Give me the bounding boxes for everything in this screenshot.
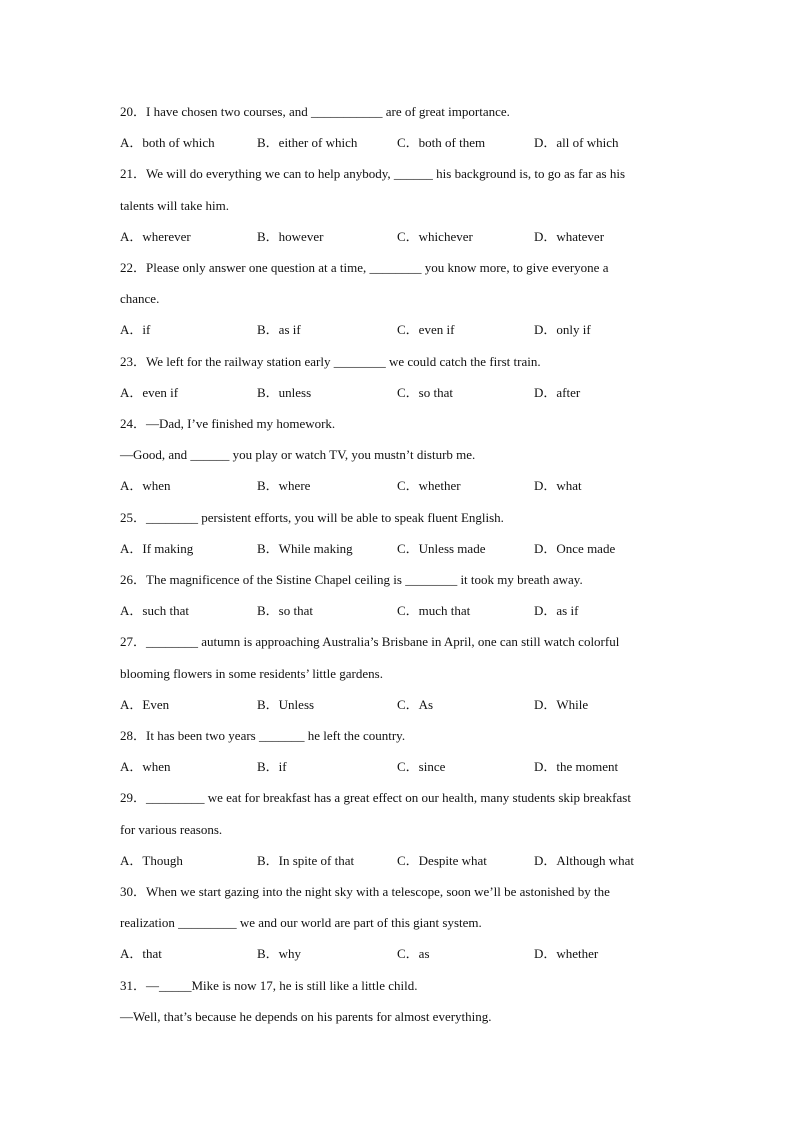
option-b[interactable]: B．Unless [257,697,315,712]
option-d[interactable]: D．While [534,697,589,712]
option-b[interactable]: B．either of which [257,135,358,150]
answer-options [120,759,680,775]
answer-options [120,385,680,401]
question-stem-line: —Good, and ______ you play or watch TV, you mustn’t disturb me. [120,447,476,462]
option-b[interactable]: B．unless [257,385,312,400]
option-d[interactable]: D．what [534,478,582,493]
option-b[interactable]: B．While making [257,541,353,556]
option-c[interactable]: C．Despite what [397,853,487,868]
option-a[interactable]: A．when [120,478,171,493]
option-d[interactable]: D．the moment [534,759,619,774]
option-b[interactable]: B．why [257,946,302,961]
answer-options [120,135,680,151]
answer-options [120,541,680,557]
option-d[interactable]: D．whatever [534,229,605,244]
option-c[interactable]: C．whichever [397,229,473,244]
question-stem-line: 31．—_____Mike is now 17, he is still like a little child. [120,978,418,993]
option-d[interactable]: D．all of which [534,135,619,150]
option-c[interactable]: C．even if [397,322,455,337]
question-stem-line: for various reasons. [120,822,223,837]
question-stem-line: 25．________ persistent efforts, you will be able to speak fluent English. [120,510,504,525]
answer-options [120,946,680,962]
answer-options [120,853,680,869]
option-a[interactable]: A．Though [120,853,183,868]
question-stem-line: 23．We left for the railway station early ________ we could catch the first train. [120,354,541,369]
option-b[interactable]: B．if [257,759,287,774]
question-stem-line: 22．Please only answer one question at a time, ________ you know more, to give everyone a [120,260,609,275]
question-stem-line: realization _________ we and our world are part of this giant system. [120,915,482,930]
option-d[interactable]: D．only if [534,322,591,337]
option-c[interactable]: C．both of them [397,135,486,150]
option-a[interactable]: A．even if [120,385,179,400]
question-stem-line: chance. [120,291,160,306]
option-a[interactable]: A．when [120,759,171,774]
question-stem-line: 24．—Dad, I’ve finished my homework. [120,416,336,431]
option-a[interactable]: A．that [120,946,162,961]
question-stem-line: 30．When we start gazing into the night sky with a telescope, soon we’ll be astonished by the [120,884,610,899]
option-b[interactable]: B．as if [257,322,301,337]
question-stem-line: blooming flowers in some residents’ little gardens. [120,666,383,681]
question-stem-line: —Well, that’s because he depends on his parents for almost everything. [120,1009,492,1024]
question-stem-line: talents will take him. [120,198,230,213]
answer-options [120,478,680,494]
option-c[interactable]: C．so that [397,385,453,400]
answer-options [120,697,680,713]
option-d[interactable]: D．as if [534,603,579,618]
option-b[interactable]: B．In spite of that [257,853,355,868]
question-stem-line: 27．________ autumn is approaching Australia’s Brisbane in April, one can still watch colorful [120,634,620,649]
question-stem-line: 29．_________ we eat for breakfast has a great effect on our health, many students skip breakfast [120,790,631,805]
option-b[interactable]: B．so that [257,603,313,618]
option-a[interactable]: A．both of which [120,135,215,150]
option-a[interactable]: A．wherever [120,229,191,244]
answer-options [120,229,680,245]
option-d[interactable]: D．Once made [534,541,616,556]
option-c[interactable]: C．whether [397,478,461,493]
question-stem-line: 20．I have chosen two courses, and ___________ are of great importance. [120,104,510,119]
option-c[interactable]: C．As [397,697,434,712]
option-a[interactable]: A．If making [120,541,194,556]
option-b[interactable]: B．however [257,229,324,244]
option-d[interactable]: D．after [534,385,581,400]
option-a[interactable]: A．if [120,322,151,337]
option-d[interactable]: D．Although what [534,853,635,868]
option-b[interactable]: B．where [257,478,311,493]
option-c[interactable]: C．as [397,946,430,961]
question-stem-line: 28．It has been two years _______ he left the country. [120,728,406,743]
option-c[interactable]: C．Unless made [397,541,486,556]
option-a[interactable]: A．such that [120,603,189,618]
answer-options [120,322,680,338]
answer-options [120,603,680,619]
option-d[interactable]: D．whether [534,946,599,961]
question-stem-line: 26．The magnificence of the Sistine Chapel ceiling is ________ it took my breath away. [120,572,583,587]
option-c[interactable]: C．since [397,759,446,774]
question-stem-line: 21．We will do everything we can to help anybody, ______ his background is, to go as far as his [120,166,626,181]
option-c[interactable]: C．much that [397,603,471,618]
option-a[interactable]: A．Even [120,697,170,712]
